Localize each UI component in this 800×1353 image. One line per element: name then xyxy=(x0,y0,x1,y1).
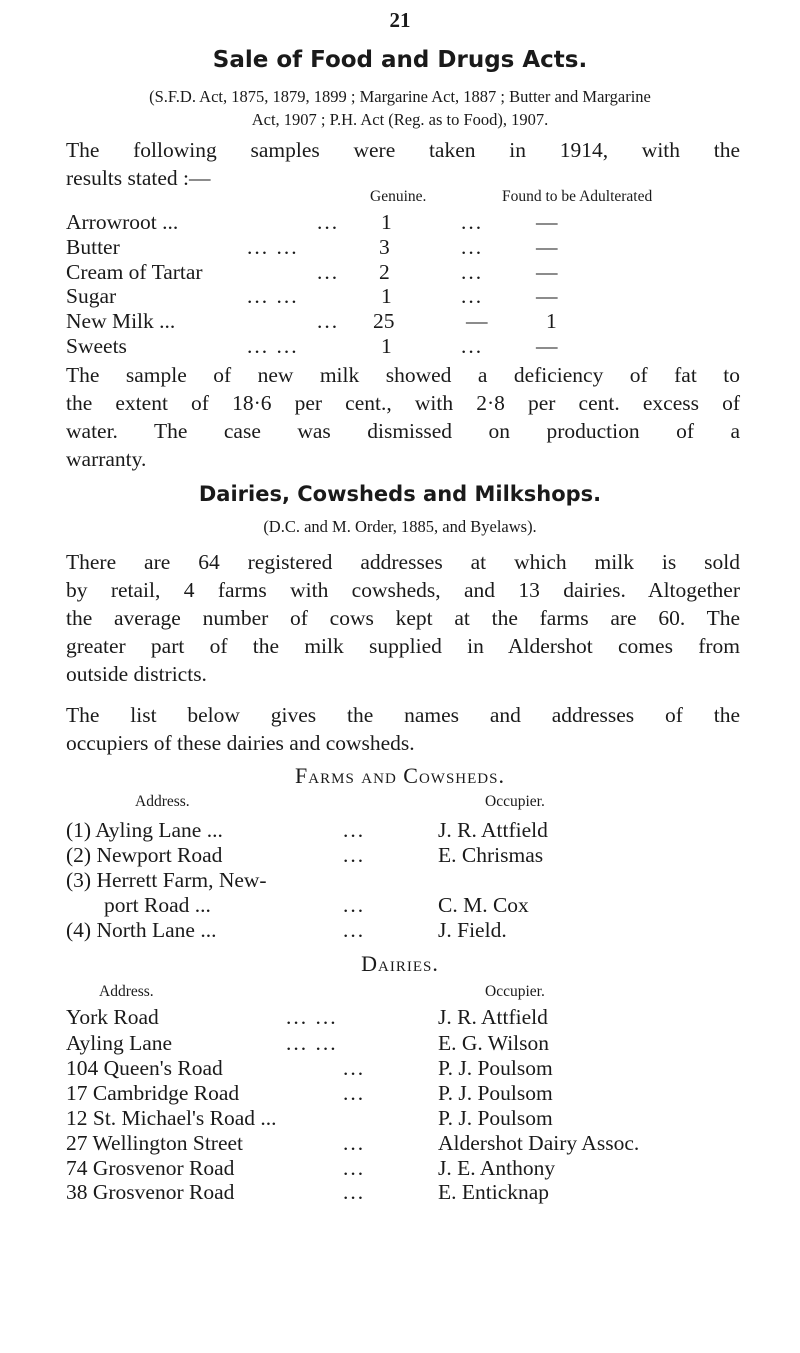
leader-dots: ... ... xyxy=(247,334,299,358)
farm-address: (3) Herrett Farm, New- xyxy=(66,868,267,892)
dairy-address: Ayling Lane xyxy=(66,1031,173,1055)
column-header-address: Address. xyxy=(99,983,154,1000)
column-header-genuine: Genuine. xyxy=(370,188,427,205)
column-header-address: Address. xyxy=(135,793,190,810)
leader-dots: ... xyxy=(317,260,340,284)
column-header-occupier: Occupier. xyxy=(485,983,545,1000)
leader-dots: ... xyxy=(343,818,366,842)
sample-genuine: 1 xyxy=(381,284,392,308)
registered-line: the average number of cows kept at the farms are 60. The xyxy=(66,606,740,630)
milk-note-paragraph xyxy=(66,361,740,473)
leader-dots: ... xyxy=(461,260,484,284)
leader-dots: ... xyxy=(343,1156,366,1180)
registered-line: greater part of the milk supplied in Aldershot comes from xyxy=(66,634,740,658)
registered-line: There are 64 registered addresses at which milk is sold xyxy=(66,550,740,574)
dairy-address: 38 Grosvenor Road xyxy=(66,1180,235,1204)
leader-dots: ... ... xyxy=(247,284,299,308)
sample-article: Arrowroot ... xyxy=(66,210,179,234)
farm-address: (4) North Lane ... xyxy=(66,918,217,942)
intro-line: The following samples were taken in 1914, with the xyxy=(66,138,740,162)
dairies-list-heading: Dairies. xyxy=(361,951,439,976)
leader-dots: ... xyxy=(343,1131,366,1155)
intro-line: results stated :— xyxy=(66,166,211,190)
dairy-address: 74 Grosvenor Road xyxy=(66,1156,235,1180)
farm-address: port Road ... xyxy=(104,893,211,917)
farm-occupier: J. Field. xyxy=(438,918,507,942)
registered-line: by retail, 4 farms with cowsheds, and 13 dairies. Altogether xyxy=(66,578,740,602)
acts-citation-line-2: Act, 1907 ; P.H. Act (Reg. as to Food), 1907. xyxy=(251,110,549,129)
leader-dots: ... xyxy=(317,309,340,333)
farm-occupier: E. Chrismas xyxy=(438,843,544,867)
sample-article: Sweets xyxy=(66,334,127,358)
sample-genuine: 2 xyxy=(379,260,390,284)
sample-article: Cream of Tartar xyxy=(66,260,203,284)
milk-note-line: warranty. xyxy=(66,447,147,471)
dairy-occupier: Aldershot Dairy Assoc. xyxy=(438,1131,640,1155)
intro-paragraph xyxy=(66,136,740,192)
dairy-occupier: P. J. Poulsom xyxy=(438,1106,553,1130)
dairies-heading: Dairies, Cowsheds and Milkshops. xyxy=(198,482,602,506)
leader-dots: ... xyxy=(461,210,484,234)
leader-dots: ... ... xyxy=(286,1005,338,1029)
farm-occupier: C. M. Cox xyxy=(438,893,529,917)
leader-dots: ... ... xyxy=(286,1031,338,1055)
milk-note-line: The sample of new milk showed a deficiency of fat to xyxy=(66,363,740,387)
sample-genuine: 3 xyxy=(379,235,390,259)
dairy-address: 17 Cambridge Road xyxy=(66,1081,240,1105)
dairy-occupier: J. E. Anthony xyxy=(438,1156,556,1180)
sample-adulterated: — xyxy=(536,284,558,308)
registered-line: outside districts. xyxy=(66,662,207,686)
sample-adulterated: 1 xyxy=(546,309,557,333)
leader-dots: ... xyxy=(461,284,484,308)
sample-adulterated: — xyxy=(536,235,558,259)
farms-heading: Farms and Cowsheds. xyxy=(295,763,505,788)
dairy-address: 27 Wellington Street xyxy=(66,1131,244,1155)
list-line: occupiers of these dairies and cowsheds. xyxy=(66,731,415,755)
leader-dots: ... xyxy=(461,235,484,259)
dairy-occupier: E. Enticknap xyxy=(438,1180,550,1204)
sample-article: Sugar xyxy=(66,284,117,308)
sample-genuine: 1 xyxy=(381,210,392,234)
column-header-occupier: Occupier. xyxy=(485,793,545,810)
leader-dots: ... xyxy=(343,1081,366,1105)
sample-genuine: 25 xyxy=(373,309,395,333)
leader-dots: ... xyxy=(343,1056,366,1080)
sample-adulterated: — xyxy=(536,334,558,358)
sample-genuine: 1 xyxy=(381,334,392,358)
leader-dots: ... xyxy=(461,334,484,358)
dairy-address: 104 Queen's Road xyxy=(66,1056,223,1080)
acts-citation-line-1: (S.F.D. Act, 1875, 1879, 1899 ; Margarine Act, 1887 ; Butter and Margarine xyxy=(149,87,651,106)
list-paragraph xyxy=(66,701,740,757)
list-line: The list below gives the names and addresses of the xyxy=(66,703,740,727)
sample-article: Butter xyxy=(66,235,120,259)
page-number: 21 xyxy=(389,8,411,32)
farm-occupier: J. R. Attfield xyxy=(438,818,548,842)
sample-adulterated: — xyxy=(536,260,558,284)
farm-address: (1) Ayling Lane ... xyxy=(66,818,223,842)
dairy-occupier: J. R. Attfield xyxy=(438,1005,548,1029)
registered-paragraph xyxy=(66,548,740,688)
leader-dots: ... xyxy=(317,210,340,234)
sample-article: New Milk ... xyxy=(66,309,176,333)
milk-note-line: water. The case was dismissed on production of a xyxy=(66,419,740,443)
milk-note-line: the extent of 18·6 per cent., with 2·8 per cent. excess of xyxy=(66,391,740,415)
dairy-address: York Road xyxy=(66,1005,159,1029)
leader-dots: ... xyxy=(343,918,366,942)
dairy-occupier: P. J. Poulsom xyxy=(438,1081,553,1105)
section-title: Sale of Food and Drugs Acts. xyxy=(212,47,588,73)
farm-address: (2) Newport Road xyxy=(66,843,223,867)
leader-dots: ... ... xyxy=(247,235,299,259)
dairies-subheading: (D.C. and M. Order, 1885, and Byelaws). xyxy=(263,517,537,536)
leader-dots: ... xyxy=(343,1180,366,1204)
leader-dots: ... xyxy=(343,893,366,917)
dairy-occupier: P. J. Poulsom xyxy=(438,1056,553,1080)
dairy-occupier: E. G. Wilson xyxy=(438,1031,550,1055)
leader-dots: ... xyxy=(343,843,366,867)
dairy-address: 12 St. Michael's Road ... xyxy=(66,1106,277,1130)
sample-adulterated: — xyxy=(536,210,558,234)
dash-separator: — xyxy=(466,309,488,333)
column-header-adulterated: Found to be Adulterated xyxy=(502,188,653,205)
